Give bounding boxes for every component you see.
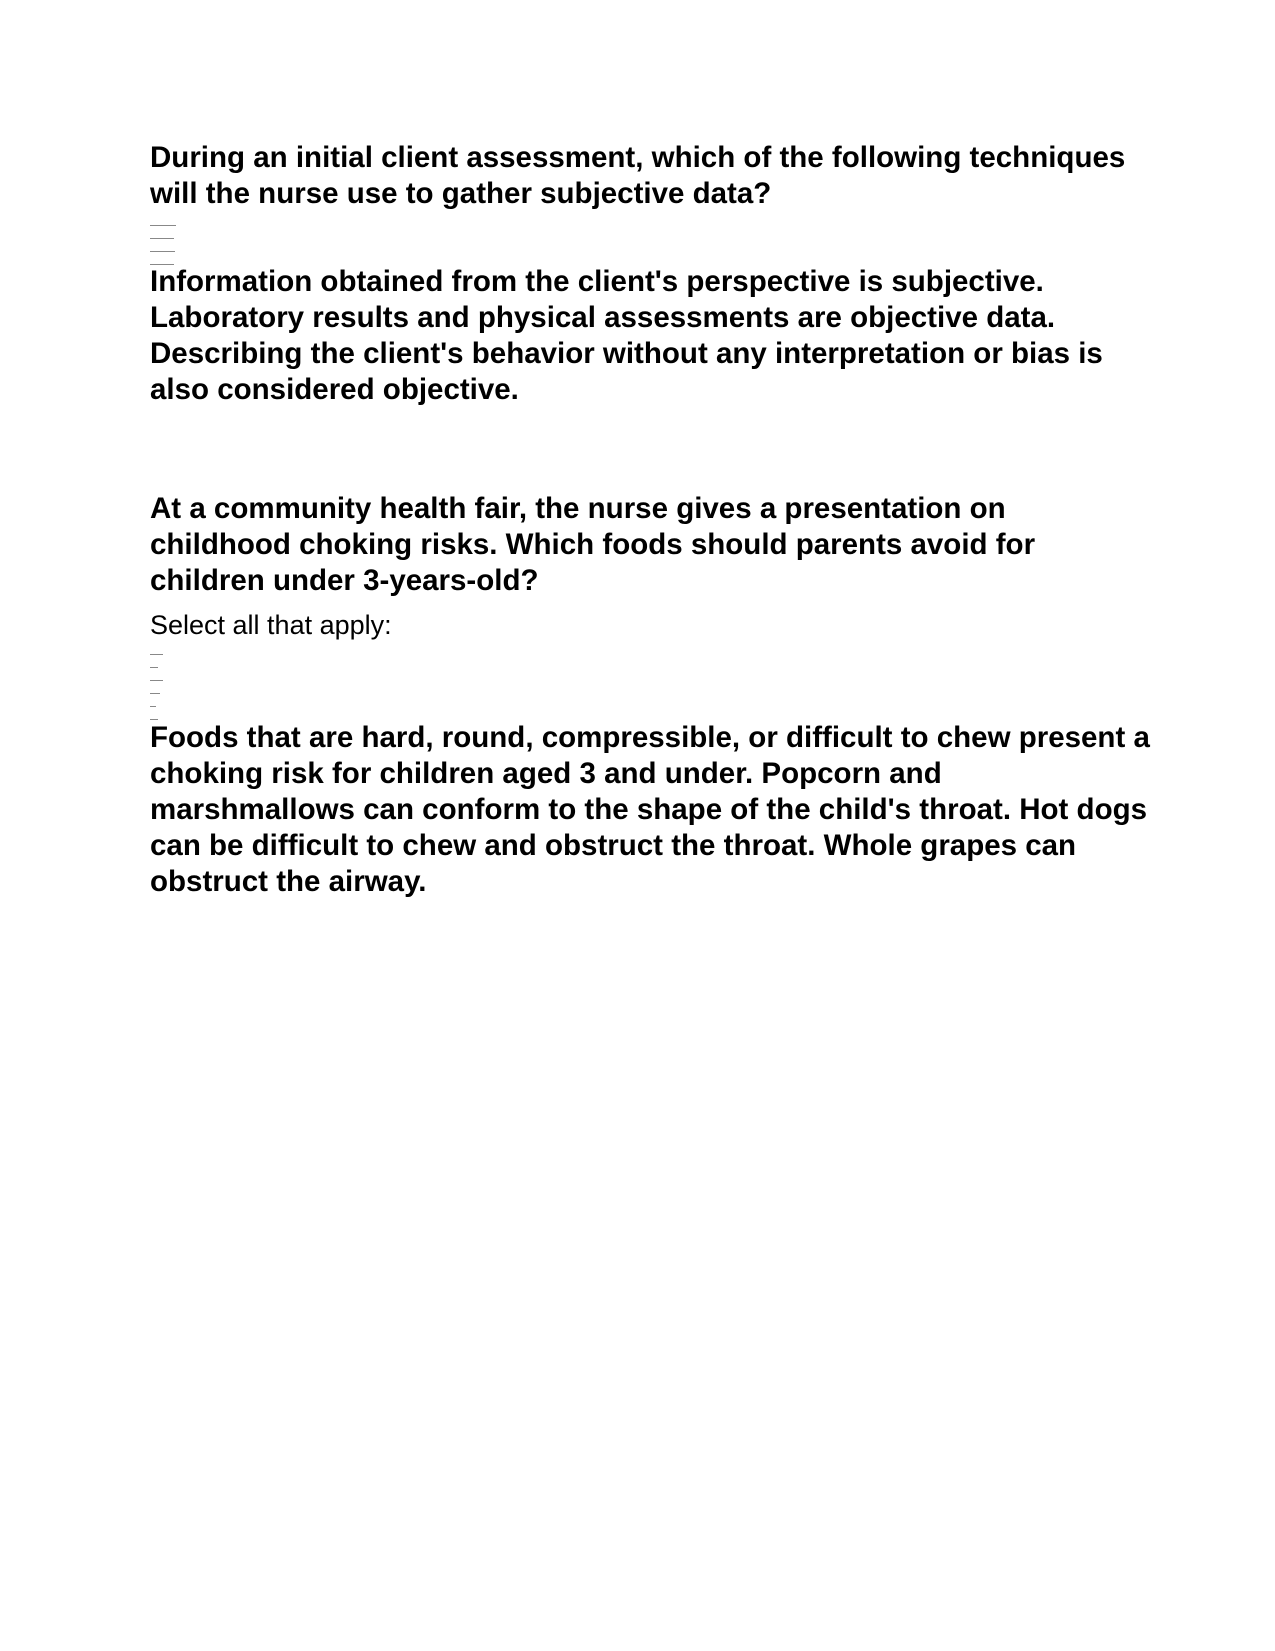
- option-item[interactable]: [150, 237, 176, 240]
- option-item[interactable]: [150, 666, 163, 669]
- question-2-options: [150, 653, 163, 721]
- option-item[interactable]: [150, 224, 176, 227]
- rationale-1-text: Information obtained from the client's perspective is subjective. Laboratory results and physical assessments are objective data. Describing the client's behavior without any interpretation or bias is also considered objective.: [150, 265, 1103, 406]
- option-item[interactable]: [150, 705, 163, 708]
- option-item[interactable]: [150, 653, 163, 656]
- question-1-options: [150, 224, 176, 266]
- question-2: [150, 491, 1150, 599]
- option-item[interactable]: [150, 679, 163, 682]
- question-1-text: During an initial client assessment, which of the following techniques will the nurse use to gather subjective data?: [150, 141, 1126, 210]
- rationale-2-text: Foods that are hard, round, compressible, or difficult to chew present a choking risk for children aged 3 and under. Popcorn and marshmallows can conform to the shape of the child's throat. Hot dogs can be difficult to chew and obstruct the throat. Whole grapes can obstruct the airway.: [150, 721, 1150, 898]
- option-item[interactable]: [150, 692, 163, 695]
- question-2-text: At a community health fair, the nurse gives a presentation on childhood choking risks. Which foods should parents avoid for children under 3-years-old?: [150, 492, 1036, 597]
- rationale-1: [150, 264, 1150, 408]
- question-1: [150, 140, 1150, 212]
- instruction-text: Select all that apply:: [150, 610, 392, 640]
- question-2-instruction: [150, 608, 1150, 642]
- rationale-2: [150, 720, 1150, 900]
- option-item[interactable]: [150, 250, 176, 253]
